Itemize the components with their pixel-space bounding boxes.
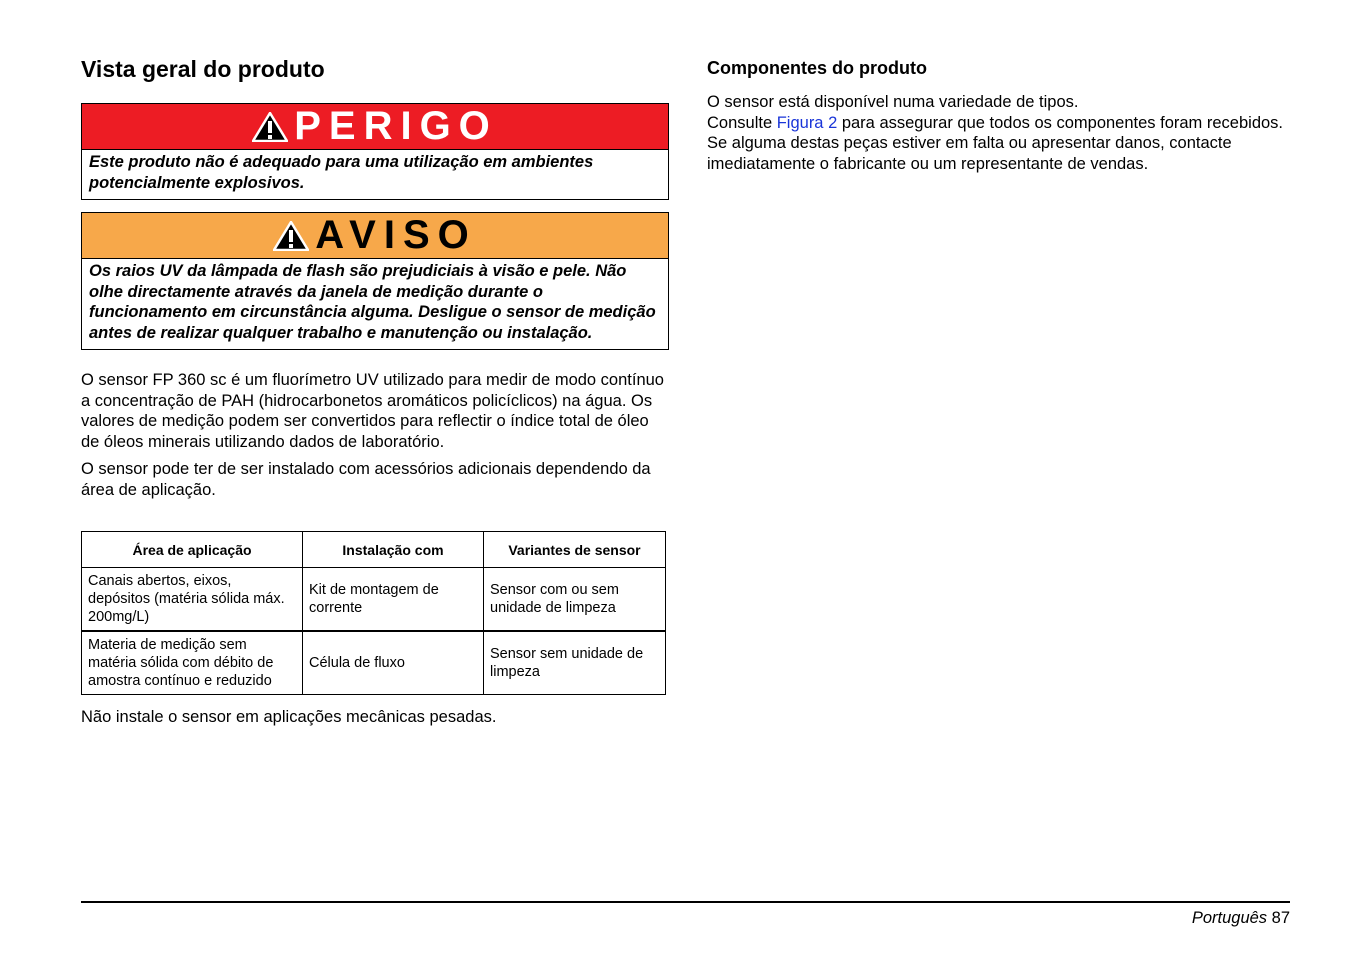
components-line-1: O sensor está disponível numa variedade de tipos.	[707, 93, 1079, 111]
table-cell: Sensor sem unidade de limpeza	[484, 631, 666, 695]
left-column	[81, 52, 669, 735]
warning-header	[82, 213, 668, 259]
table-header-row	[82, 532, 666, 568]
figure-2-link[interactable]: Figura 2	[776, 113, 838, 132]
warning-triangle-icon	[252, 112, 288, 142]
table-cell: Materia de medição sem matéria sólida com débito de amostra contínuo e reduzido	[82, 631, 303, 695]
components-title: Componentes do produto	[707, 58, 927, 78]
table-cell: Célula de fluxo	[303, 631, 484, 695]
danger-header	[82, 104, 668, 150]
table-cell: Sensor com ou sem unidade de limpeza	[484, 568, 666, 632]
table-header-cell: Variantes de sensor	[484, 532, 666, 568]
table-row	[82, 631, 666, 695]
warning-text: Os raios UV da lâmpada de flash são prejudiciais à visão e pele. Não olhe directamente através da janela de medição durante o funcionamento em circunstância alguma. Desligue o sensor de medição antes de realizar qualquer trabalho e manutenção ou instalação.	[89, 262, 656, 342]
accessories-paragraph: O sensor pode ter de ser instalado com acessórios adicionais dependendo da área de aplicação.	[81, 460, 651, 499]
footer-divider	[81, 901, 1290, 903]
intro-paragraph: O sensor FP 360 sc é um fluorímetro UV utilizado para medir de modo contínuo a concentração de PAH (hidrocarbonetos aromáticos policíclicos) na água. Os valores de medição podem ser convertidos para reflectir o índice total de óleo de óleos minerais utilizando dados de laboratório.	[81, 371, 664, 451]
table-header-cell: Instalação com	[303, 532, 484, 568]
danger-text: Este produto não é adequado para uma utilização em ambientes potencialmente explosivos.	[89, 153, 594, 192]
table-cell: Canais abertos, eixos, depósitos (matéria sólida máx. 200mg/L)	[82, 568, 303, 632]
application-table	[81, 531, 666, 695]
danger-box	[81, 103, 669, 200]
footer-language: Português	[1191, 909, 1268, 927]
right-column	[707, 57, 1287, 181]
section-title: Vista geral do produto	[81, 56, 325, 82]
table-cell: Kit de montagem de corrente	[303, 568, 484, 632]
heavy-mechanical-note: Não instale o sensor em aplicações mecânicas pesadas.	[81, 708, 497, 726]
components-text-suffix: para assegurar que todos os componentes foram recebidos. Se alguma destas peças estiver em falta ou apresentar danos, contacte imediatamente o fabricante ou um representante de vendas.	[707, 113, 1284, 173]
page-footer	[1192, 908, 1290, 928]
danger-word: PERIGO	[294, 104, 498, 148]
components-text-prefix: Consulte	[707, 113, 777, 132]
warning-box	[81, 212, 669, 350]
warning-triangle-icon	[273, 221, 309, 251]
page-number: 87	[1271, 909, 1290, 927]
warning-word: AVISO	[315, 213, 477, 257]
components-paragraph	[707, 113, 1287, 175]
table-row	[82, 568, 666, 632]
table-header-cell: Área de aplicação	[82, 532, 303, 568]
